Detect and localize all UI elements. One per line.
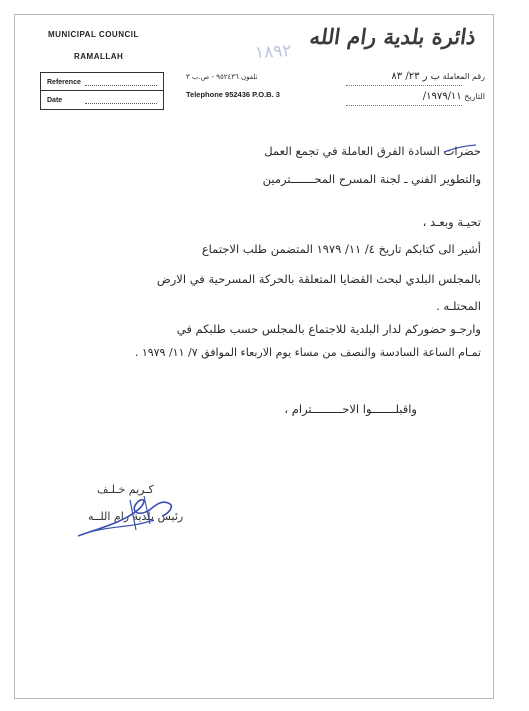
letterhead-city: RAMALLAH — [74, 52, 124, 61]
addressee-line-1: حضرات السادة الفرق العاملة في تجمع العمل — [264, 144, 481, 158]
date-label: Date — [47, 97, 63, 104]
date-value: ١٩٧٩/١١/ — [422, 91, 462, 102]
ref-number-value: ب ر ٢٣/ ٨٣ — [391, 71, 441, 82]
paragraph-2-line-1: وارجـو حضوركم لدار البلدية للاجتماع بالمجلس حسب طلبكم في — [176, 322, 481, 336]
date-dotted-line-ar — [346, 105, 462, 106]
date-label-ar: التاريخ — [464, 92, 485, 101]
signatory-title: رئيس بلدية رام اللــه — [88, 510, 184, 523]
contact-arabic: تلفون ٩٥٢٤٣٦ - ص.ب ٣ — [186, 73, 258, 81]
ref-dotted-line — [346, 85, 462, 86]
handwritten-signature-icon — [70, 478, 190, 548]
closing: واقبلـــــــوا الاحـــــــــترام ، — [284, 402, 417, 416]
letterhead-council: MUNICIPAL COUNCIL — [48, 30, 139, 39]
paragraph-2-line-2: تمـام الساعة السادسة والنصف من مساء يوم الاربعاء الموافق ٧/ ١١/ ١٩٧٩ . — [134, 346, 481, 359]
ref-number-line — [391, 71, 485, 82]
date-line — [423, 91, 485, 102]
reference-dotted-line — [85, 85, 157, 86]
paragraph-1-line-1: أشير الى كتابكم تاريخ ٤/ ١١/ ١٩٧٩ المتضمن طلب الاجتماع — [201, 242, 481, 256]
greeting: تحيـة وبعـد ، — [422, 215, 481, 229]
paragraph-1-line-3: المحتلـه . — [436, 299, 481, 313]
handwritten-number: ١٨٩٢ — [254, 40, 293, 64]
ref-number-label: رقم المعاملة — [442, 72, 485, 81]
reference-box — [40, 72, 164, 110]
date-dotted-line — [85, 103, 157, 104]
addressee-line-2: والتطوير الفني ـ لجنة المسرح المحـــــــترمين — [262, 172, 481, 186]
reference-label: Reference — [47, 79, 81, 86]
contact-english: Telephone 952436 P.O.B. 3 — [186, 90, 280, 99]
date-row — [41, 91, 163, 109]
reference-row — [41, 73, 163, 91]
letterhead-arabic-logo: ذائرة بلدية رام الله — [308, 24, 478, 49]
paragraph-1-line-2: بالمجلس البلدي لبحث القضايا المتعلقة بالحركة المسرحية في الارض — [156, 272, 481, 286]
signatory-name: كـريم خـلـف — [97, 483, 154, 496]
